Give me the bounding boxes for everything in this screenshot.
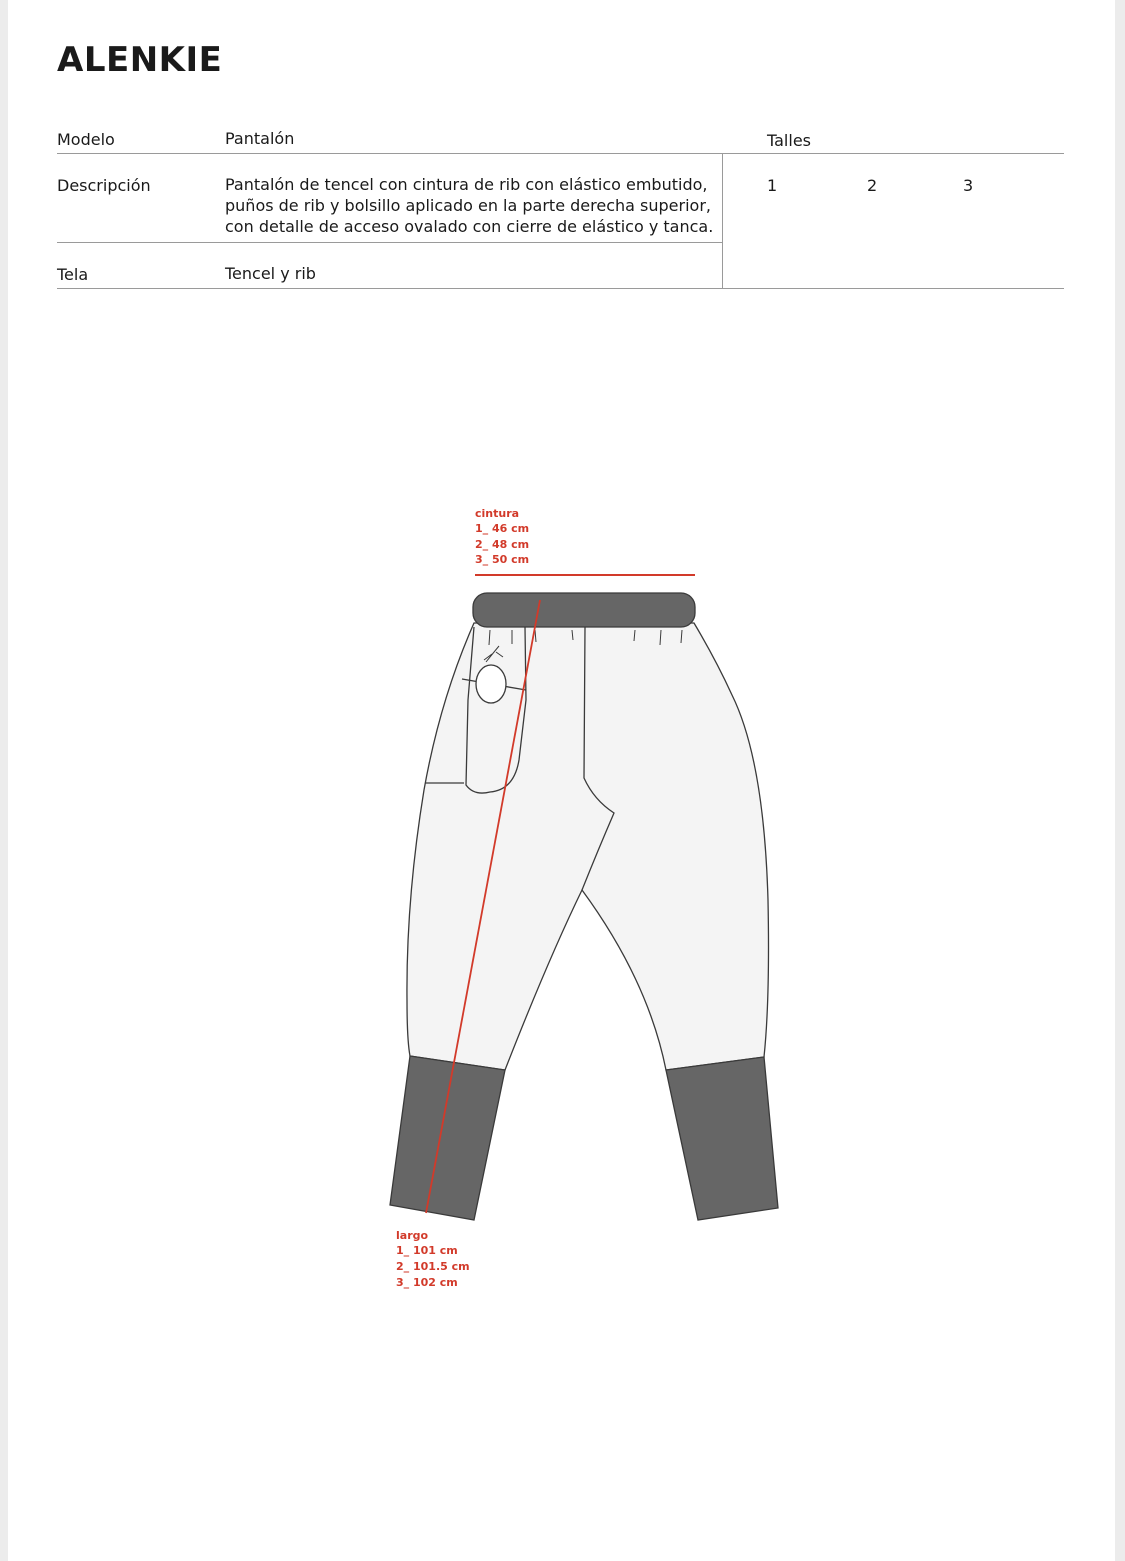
waist-label: cintura xyxy=(475,507,520,520)
model-label: Modelo xyxy=(57,130,115,149)
size-2: 2 xyxy=(867,176,878,195)
model-value: Pantalón xyxy=(225,129,295,148)
waist-size-2: 2_ 48 cm xyxy=(475,538,530,551)
size-3: 3 xyxy=(963,176,974,195)
fabric-label: Tela xyxy=(57,265,89,284)
waist-size-1: 1_ 46 cm xyxy=(475,522,530,535)
pants-outline xyxy=(407,623,769,1070)
left-rib-cuff xyxy=(390,1056,505,1220)
waist-size-3: 3_ 50 cm xyxy=(475,553,530,566)
fabric-value: Tencel y rib xyxy=(225,264,316,283)
pants-body xyxy=(407,623,769,1070)
description-line: con detalle de acceso ovalado con cierre de elástico y tanca. xyxy=(225,217,714,236)
description-label: Descripción xyxy=(57,176,151,195)
length-label: largo xyxy=(396,1229,429,1242)
length-size-3: 3_ 102 cm xyxy=(396,1276,458,1289)
description-line: puños de rib y bolsillo aplicado en la parte derecha superior, xyxy=(225,196,711,215)
waist-measurement xyxy=(475,507,695,575)
rib-waistband xyxy=(473,593,695,627)
length-size-2: 2_ 101.5 cm xyxy=(396,1260,470,1273)
right-rib-cuff xyxy=(666,1057,778,1220)
description-line: Pantalón de tencel con cintura de rib con elástico embutido, xyxy=(225,175,708,194)
pants-technical-drawing xyxy=(8,0,1115,1561)
length-size-1: 1_ 101 cm xyxy=(396,1244,458,1257)
length-measurement xyxy=(396,1229,470,1289)
spec-sheet xyxy=(8,0,1115,1561)
brand-title: ALENKIE xyxy=(57,40,223,80)
size-1: 1 xyxy=(767,176,778,195)
sizes-label: Talles xyxy=(767,131,811,150)
oval-access-detail xyxy=(476,665,506,703)
